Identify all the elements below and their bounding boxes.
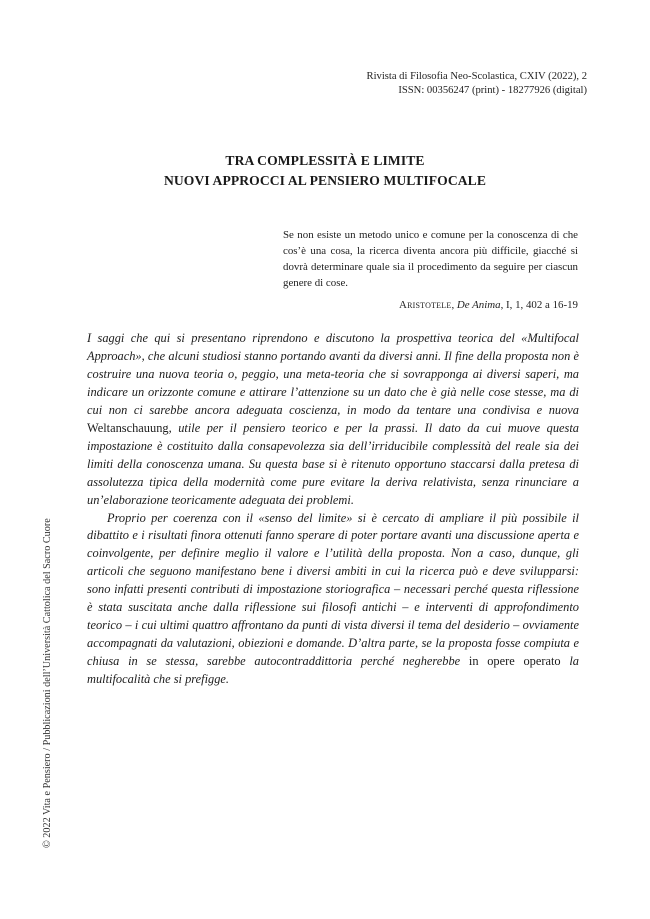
- paragraph-2-text-a: Proprio per coerenza con il «senso del limite» si è cercato di ampliare il più possibile il dibattito e i risultati finora ottenuti fanno sperare di poter portare avanti una discussione aperta e coinvolgente, per definire meglio il valore e l’utilità della proposta. Non a caso, dunque, gli articoli che seguono manifestano bene i diversi ambiti in cui la ricerca può e deve svilupparsi: sono infatti presenti contributi di impostazione storiografica – necessari perché questa riflessione è stata suscitata anche dalla riflessione sui filosofi antichi – e interventi di approfondimento teorico – i cui ultimi quattro affrontano da punti di vista diversi il tema del desiderio – ovviamente accompagnati da valutazioni, obiezioni e domande. D’altra parte, se la proposta fosse compiuta e chiusa in se stessa, sarebbe autocontraddittoria perché negherebbe: [87, 510, 579, 669]
- epigraph-work: De Anima: [456, 298, 501, 311]
- title-line-2: NUOVI APPROCCI AL PENSIERO MULTIFOCALE: [163, 173, 487, 188]
- epigraph-reference: , I, 1, 402 a 16-19: [500, 298, 578, 311]
- journal-header: [247, 70, 587, 98]
- paragraph-2: [87, 510, 579, 690]
- paragraph-2-text-b: la multifocalità che si prefigge.: [87, 654, 579, 687]
- copyright-sidebar: [34, 497, 53, 854]
- journal-citation: Rivista di Filosofia Neo-Scolastica, CXIV (2022), 2: [366, 71, 587, 82]
- paragraph-1: [87, 330, 579, 510]
- paragraph-1-text-a: I saggi che qui si presentano riprendono e discutono la prospettiva teorica del «Multifocal Approach», che alcuni studiosi stanno portando avanti da diversi anni. Il fine della proposta non è costruire una nuova teoria o, peggio, una meta-teoria che si sovrapponga ai diversi saperi, ma indicare un orizzonte comune e attirare l’attenzione su un dato che è già nelle cose stesse, ma di cui non ci sarebbe ancora adeguata coscienza, in modo da tentare una condivisa e nuova: [87, 331, 579, 417]
- epigraph-author: Aristotele: [399, 298, 452, 311]
- epigraph: [283, 228, 578, 314]
- article-body: [87, 330, 579, 689]
- paragraph-1-term: Weltanschauung: [87, 420, 169, 435]
- copyright-notice: © 2022 Vita e Pensiero / Pubblicazioni dell’Università Cattolica del Sacro Cuore: [42, 518, 53, 848]
- paragraph-2-latin-phrase: in opere operato: [468, 654, 561, 669]
- article-title: [0, 151, 650, 191]
- epigraph-quote: Se non esiste un metodo unico e comune per la conoscenza di che cos’è una cosa, la ricerca diventa ancora più difficile, giacché si dovrà determinare quale sia il procedimento da seguire per ciascun genere di cose.: [283, 229, 578, 289]
- paragraph-1-text-b: , utile per il pensiero teorico e per la prassi. Il dato da cui muove questa impostazione è costituito dalla consapevolezza sia dell’irriducibile complessità del reale sia dei limiti della conoscenza umana. Su questa base si è ritenuto opportuno staccarsi dalla pretesa di assolutezza tipica della modernità come pure evitare la deriva relativista, senza rinunciare a un’elaborazione teoricamente adeguata dei problemi.: [87, 420, 579, 507]
- issn-line: ISSN: 00356247 (print) - 18277926 (digital): [398, 85, 587, 96]
- title-line-1: TRA COMPLESSITÀ E LIMITE: [225, 153, 425, 168]
- epigraph-attribution: Aristotele, De Anima, I, 1, 402 a 16-19: [399, 298, 578, 311]
